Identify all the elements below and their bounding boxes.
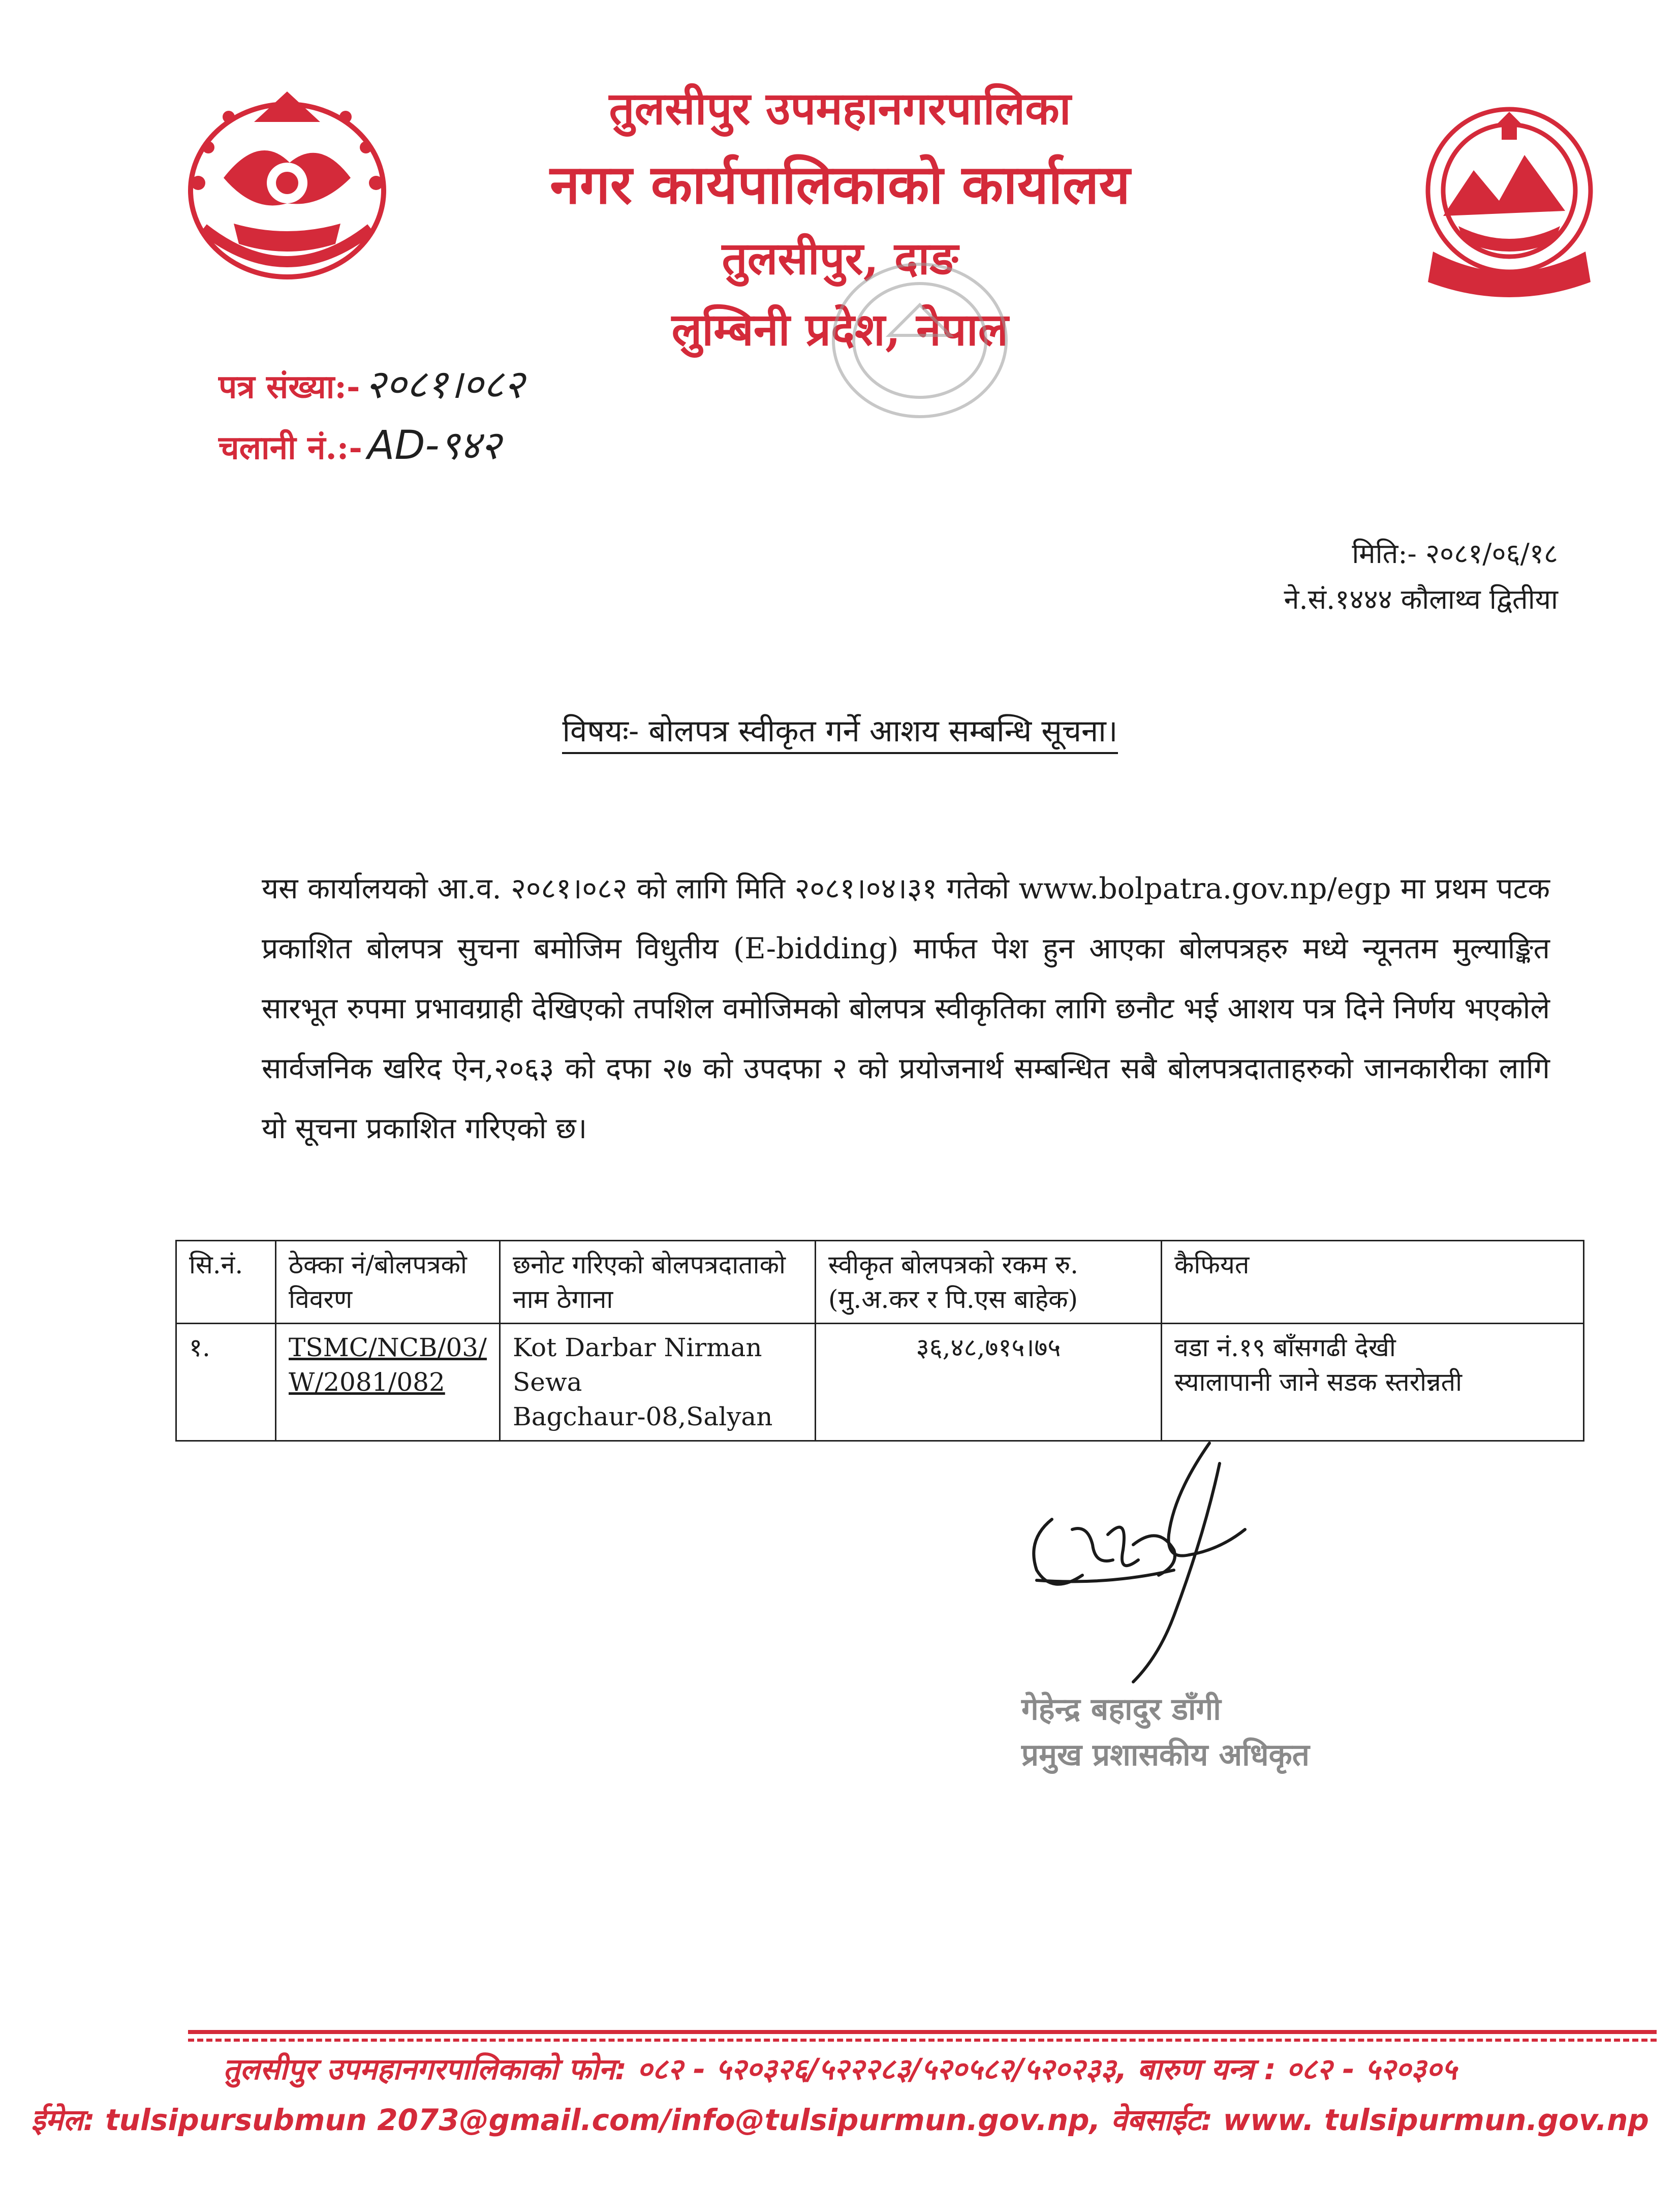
table-header-row	[176, 1241, 1584, 1324]
signatory-name: गेहेन्द्र बहादुर डाँगी	[1021, 1692, 1221, 1727]
cell-bidder	[500, 1324, 816, 1441]
cell-contract	[276, 1324, 500, 1441]
handwritten-signature	[1006, 1433, 1270, 1687]
patra-sankhya-label: पत्र संख्या:-	[219, 368, 360, 406]
office-city: तुलसीपुर, दाङ	[722, 232, 958, 285]
date-nepal-sambat: ने.सं.१४४४ कौलाथ्व द्वितीया	[1284, 583, 1558, 615]
header-remarks: कैफियत	[1162, 1241, 1584, 1324]
footer-divider	[188, 2030, 1657, 2034]
subject-line	[0, 709, 1680, 751]
cell-amount: ३६,४८,७१५।७५	[816, 1324, 1162, 1441]
header-sn: सि.नं.	[176, 1241, 276, 1324]
chalani-number	[219, 417, 501, 471]
cell-sn: १.	[176, 1324, 276, 1441]
remarks-line2: स्यालापानी जाने सडक स्तरोन्नती	[1174, 1367, 1463, 1397]
contract-number-line1: TSMC/NCB/03/	[289, 1333, 487, 1362]
footer-divider-dashed	[188, 2039, 1657, 2042]
signatory-title: प्रमुख प्रशासकीय अधिकृत	[1021, 1737, 1310, 1773]
remarks-line1: वडा नं.१९ बाँसगढी देखी	[1174, 1333, 1396, 1362]
date-miti: मिति:- २०८१/०६/१८	[1352, 538, 1558, 570]
header-amount: स्वीकृत बोलपत्रको रकम रु.(मु.अ.कर र पि.एस बाहेक)	[816, 1241, 1162, 1324]
chalani-label: चलानी नं.:-	[219, 429, 362, 467]
patra-sankhya-value: २०८१।०८२	[365, 362, 525, 408]
date-block	[1284, 531, 1559, 622]
office-name: नगर कार्यपालिकाको कार्यालय	[550, 152, 1130, 216]
notice-body: यस कार्यालयको आ.व. २०८१।०८२ को लागि मिति २०८१।०४।३१ गतेको www.bolpatra.gov.np/egp मा प्रथम पटक प्रकाशित बोलपत्र सुचना बमोजिम विधुतीय (E-bidding) मार्फत पेश हुन आएका बोलपत्रहरु मध्ये न्यूनतम मुल्याङ्कित सारभूत रुपमा प्रभावग्राही देखिएको तपशिल वमोजिमको बोलपत्र स्वीकृतिका लागि छनौट भई आशय पत्र दिने निर्णय भएकोले सार्वजनिक खरिद ऐन,२०६३ को दफा २७ को उपदफा २ को प्रयोजनार्थ सम्बन्धित सबै बोलपत्रदाताहरुको जानकारीका लागि यो सूचना प्रकाशित गरिएको छ।	[262, 872, 1550, 1145]
office-province: लुम्बिनी प्रदेश, नेपाल	[671, 303, 1009, 356]
municipality-name: तुलसीपुर उपमहानगरपालिका	[609, 82, 1071, 135]
bidder-name: Kot Darbar Nirman Sewa	[513, 1333, 762, 1397]
footer-contact-phone: तुलसीपुर उपमहानगरपालिकाको फोन: ०८२ - ५२०३२६/५२२२८३/५२०५८२/५२०२३३, बारुण यन्त्र : ०८२ - ५२०३०५	[223, 2052, 1457, 2086]
footer-contact-email-web: ईमेल: tulsipursubmun 2073@gmail.com/info@tulsipurmun.gov.np, वेबसाईट: www. tulsipurmun.gov.np	[31, 2103, 1649, 2137]
subject-text: विषयः- बोलपत्र स्वीकृत गर्ने आशय सम्बन्धि सूचना।	[562, 713, 1117, 754]
bid-table	[175, 1240, 1584, 1442]
bidder-address: Bagchaur-08,Salyan	[513, 1402, 773, 1431]
header-bidder: छनोट गरिएको बोलपत्रदाताको नाम ठेगाना	[500, 1241, 816, 1324]
cell-remarks	[1162, 1324, 1584, 1441]
contract-number-line2: W/2081/082	[289, 1367, 445, 1397]
patra-sankhya	[219, 356, 524, 410]
chalani-value: AD-९४२	[367, 423, 502, 468]
header-contract: ठेक्का नं/बोलपत्रको विवरण	[276, 1241, 500, 1324]
office-seal-stamp	[793, 249, 1047, 488]
table-row	[176, 1324, 1584, 1441]
